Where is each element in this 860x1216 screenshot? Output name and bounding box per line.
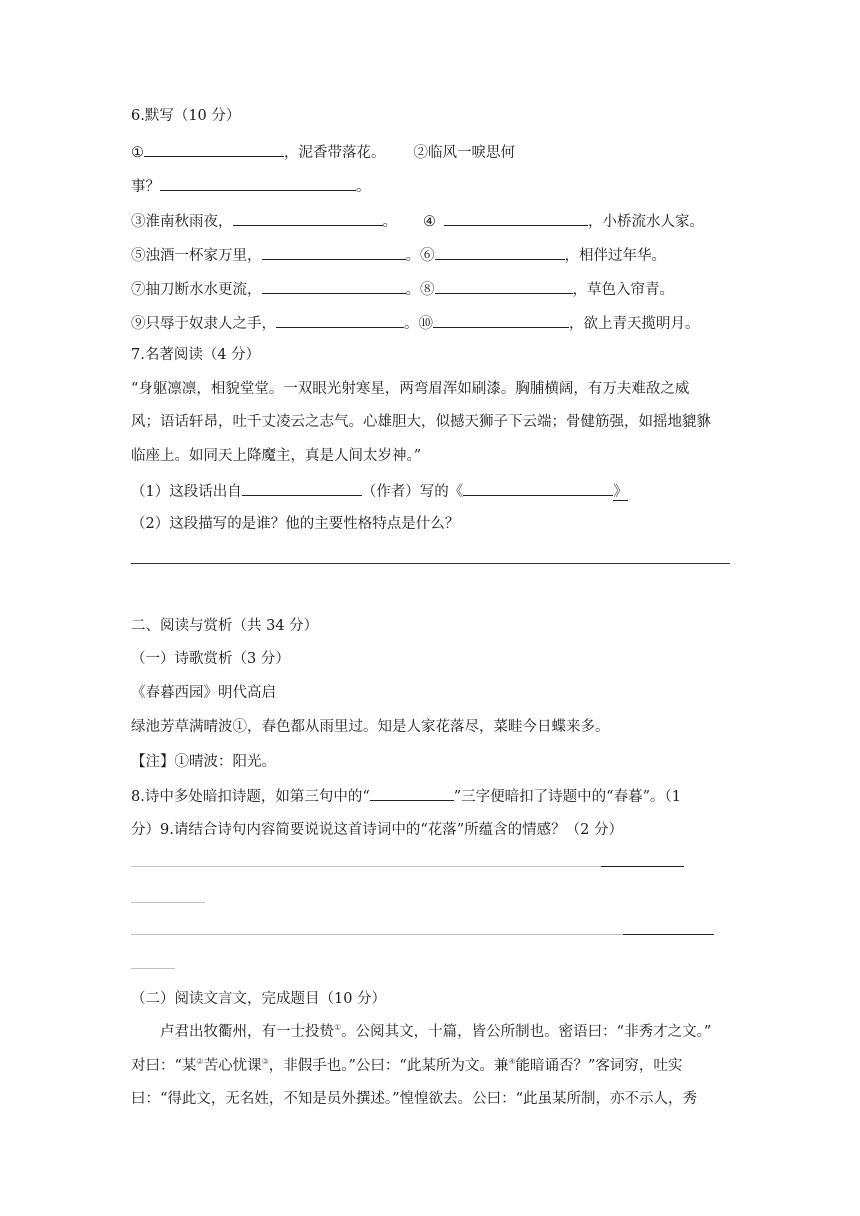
q6-l3-num: ④ [423,214,436,230]
text-line-1 [160,1022,711,1042]
sec2-sub-2: （二）阅读文言文，完成题目（10 分） [131,991,387,1007]
q6-blank-2[interactable] [160,176,356,191]
q9-answer-line-3b[interactable] [623,934,714,935]
t2-c: ，非假手也。”公曰：“此某所为文。兼 [268,1058,509,1074]
q6-l5-mid: 。⑧ [405,282,435,298]
t2-b: 苦心忧课 [203,1058,262,1074]
q6-l2-text: 事？ [131,179,160,195]
q7-sub-1 [131,481,628,502]
q9-answer-line-2[interactable] [131,902,205,903]
q8-text: 8.诗中多处暗扣诗题，如第三句中的“ [131,789,370,805]
q7-author-blank[interactable] [242,481,362,496]
q9-answer-line-3[interactable] [131,934,623,935]
q7-para-3: 临座上。如同天上降魔主，真是人间太岁神。” [131,448,422,464]
q6-l2-end: 。 [356,179,371,195]
q6-blank-7[interactable] [262,279,406,294]
q6-l6-text2: ，欲上青天揽明月。 [569,316,700,332]
t1-b: 。公阅其文，十篇，皆公所制也。密语曰：“非秀才之文。” [341,1024,712,1040]
q6-l1-num: ① [131,145,144,161]
q9-answer-line-1[interactable] [131,866,601,867]
q6-blank-8[interactable] [435,279,573,294]
poem-note: 【注】①晴波：阳光。 [131,754,276,770]
note-mark-4: ④ [508,1057,516,1067]
q6-line-3 [131,211,704,232]
note-mark-2: ② [196,1057,204,1067]
q9-answer-line-4[interactable] [131,968,175,969]
sec2-title: 二、阅读与赏析（共 34 分） [131,618,319,634]
q6-title: 6.默写（10 分） [131,108,241,124]
q6-blank-4[interactable] [444,211,588,226]
q6-l1-text: ，泥香带落花。 [284,145,386,161]
text-line-2 [131,1056,682,1076]
t1-a: 卢君出牧衢州，有一士投贽 [160,1024,334,1040]
q7-para-2: 风；语话轩昂，吐千丈凌云之志气。心雄胆大，似撼天狮子下云端；骨健筋强，如摇地貔貅 [131,414,711,430]
q6-line-1 [131,142,515,163]
q7-s1-text: （1）这段话出自 [131,484,242,500]
t2-d: 能暗诵否？”客词穷，吐实 [515,1058,683,1074]
q7-book-blank[interactable] [463,481,613,496]
poem-text: 绿池芳草满晴波①，春色都从雨里过。知是人家花落尽，菜畦今日蝶来多。 [131,719,610,735]
q6-l3-end: 。 [382,214,397,230]
q6-blank-9[interactable] [276,313,404,328]
q6-l4-mid: 。⑥ [405,248,435,264]
q6-blank-5[interactable] [262,245,406,260]
q6-blank-10[interactable] [433,313,569,328]
note-mark-3: ③ [261,1057,269,1067]
q7-title: 7.名著阅读（4 分） [131,347,261,363]
q7-sub-2: （2）这段描写的是谁？他的主要性格特点是什么？ [131,516,460,532]
q6-blank-6[interactable] [435,245,565,260]
q6-line-6 [131,313,700,334]
q6-line-4 [131,245,666,266]
q8-blank[interactable] [370,786,454,801]
q6-blank-3[interactable] [233,211,383,226]
q6-l3-text2: ，小桥流水人家。 [588,214,704,230]
q6-l4-text2: ，相伴过年华。 [564,248,666,264]
q8-line [131,786,681,807]
q7-answer-line[interactable] [131,563,730,564]
sec2-sub-1: （一）诗歌赏析（3 分） [131,651,290,667]
q6-l1-text2: ②临风一唳思何 [413,145,515,161]
q6-l6-mid: 。⑩ [404,316,433,332]
q9-line: 分）9.请结合诗句内容简要说说这首诗词中的“花落”所蕴含的情感？（2 分） [131,822,623,838]
q6-l3-text: ③淮南秋雨夜， [131,214,233,230]
q7-s1-end: 》 [613,484,628,500]
q8-text2: ”三字便暗扣了诗题中的“春暮”。（1 [453,789,681,805]
q6-line-2 [131,176,371,197]
q7-s1-mid: （作者）写的《 [361,484,464,500]
q9-answer-line-1b[interactable] [601,866,684,867]
note-mark-1: ① [334,1023,342,1033]
t2-a: 对曰：“某 [131,1058,197,1074]
q6-l5-text2: ，草色入帘青。 [572,282,674,298]
q6-line-5 [131,279,674,300]
q6-blank-1[interactable] [144,142,284,157]
q6-l6-text: ⑨只辱于奴隶人之手， [131,316,276,332]
q6-l5-text: ⑦抽刀断水水更流， [131,282,262,298]
q7-para-1: “身躯凛凛，相貌堂堂。一双眼光射寒星，两弯眉浑如刷漆。胸脯横阔，有万夫难敌之威 [131,381,690,397]
poem-title: 《春暮西园》明代高启 [131,685,276,701]
q6-l4-text: ⑤浊酒一杯家万里， [131,248,262,264]
text-line-3: 曰：“得此文，无名姓，不知是员外撰述。”惶惶欲去。公曰：“此虽某所制，亦不示人，秀 [131,1091,697,1107]
